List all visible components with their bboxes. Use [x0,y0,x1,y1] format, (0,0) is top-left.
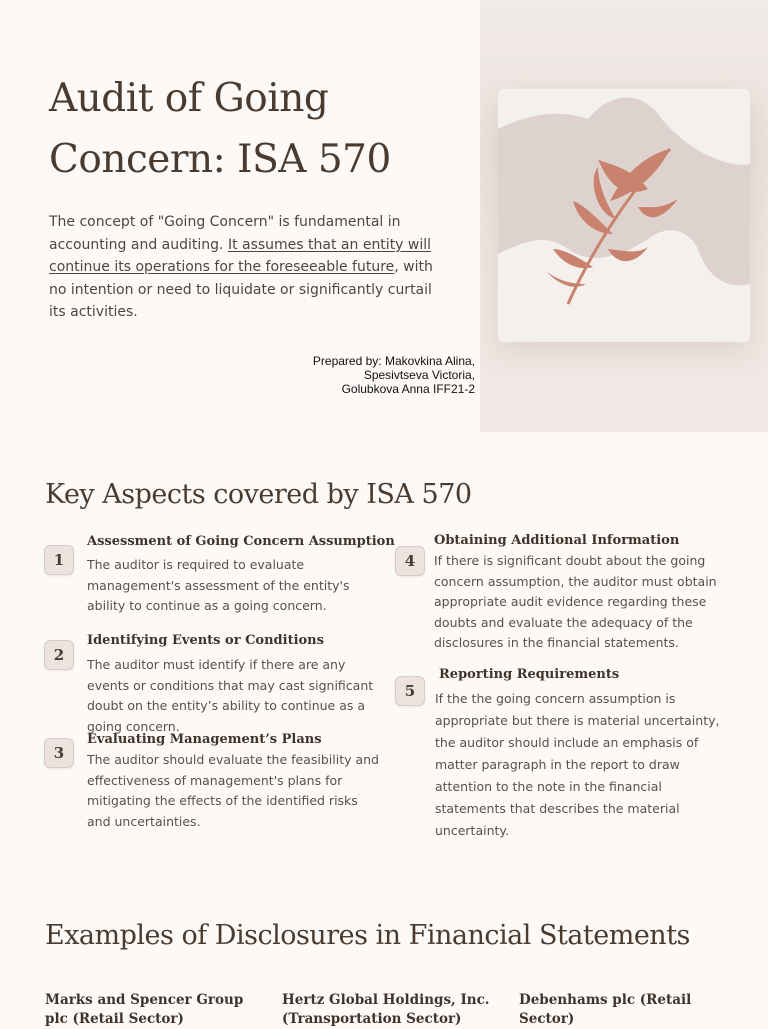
illustration-card [498,89,750,342]
aspect-title: Assessment of Going Concern Assumption [87,534,395,549]
company-name: Marks and Spencer Group plc (Retail Sector) [45,992,244,1027]
illustration-panel [480,0,768,432]
aspect-title: Identifying Events or Conditions [87,633,324,648]
company-name: Debenhams plc (Retail Sector) [519,992,692,1027]
intro-paragraph [49,211,444,324]
aspect-text: The auditor must identify if there are any events or conditions that may cast significant doubt on the entity’s ability to continue as a going concern. [87,657,374,734]
prepared-by-line-3: Golubkova Anna IFF21-2 [341,382,475,396]
company-name: Hertz Global Holdings, Inc. (Transportation Sector) [282,992,490,1027]
prepared-by-line-1: Prepared by: Makovkina Alina, [312,354,475,368]
aspect-text: The auditor should evaluate the feasibility and effectiveness of management's plans for mitigating the effects of the identified risks and uncertainties. [87,752,379,829]
aspect-text: If the the going concern assumption is appropriate but there is material uncertainty, the auditor should include an emphasis of matter paragraph in the report to draw attention to the note in the financial statements that describes the material uncertainty. [435,691,720,838]
intro-text-start: The concept of "Going Concern" is fundamental in accounting and auditing. [49,214,401,253]
prepared-by [175,354,475,396]
aspect-title: Reporting Requirements [439,667,620,682]
aspect-text: If there is significant doubt about the going concern assumption, the auditor must obtain appropriate audit evidence regarding these doubts and evaluate the adequacy of the disclosures in the financial statements. [434,553,717,651]
page-title [49,68,469,190]
leaf-branch-icon [498,89,750,342]
aspect-title: Obtaining Additional Information [434,533,680,548]
aspect-text: The auditor is required to evaluate management's assessment of the entity's ability to continue as a going concern. [87,557,350,614]
aspect-title: Evaluating Management’s Plans [87,732,322,747]
key-aspects-heading: Key Aspects covered by ISA 570 [45,479,472,510]
aspect-number-badge: 1 [44,545,74,575]
examples-heading: Examples of Disclosures in Financial Statements [45,920,690,951]
aspect-number-badge: 2 [44,640,74,670]
intro-underlined-text: It assumes that an entity will continue its operations for the foreseeable future [49,236,432,276]
intro-text-end: , with no intention or need to liquidate or significantly curtail its activities. [49,259,433,321]
page-title-line-2: Concern: ISA 570 [49,137,391,182]
aspect-number-badge: 5 [395,676,425,706]
page-title-line-1: Audit of Going [49,76,329,121]
prepared-by-line-2: Spesivtseva Victoria, [363,368,475,382]
aspect-number-badge: 4 [395,546,425,576]
aspect-number-badge: 3 [44,738,74,768]
